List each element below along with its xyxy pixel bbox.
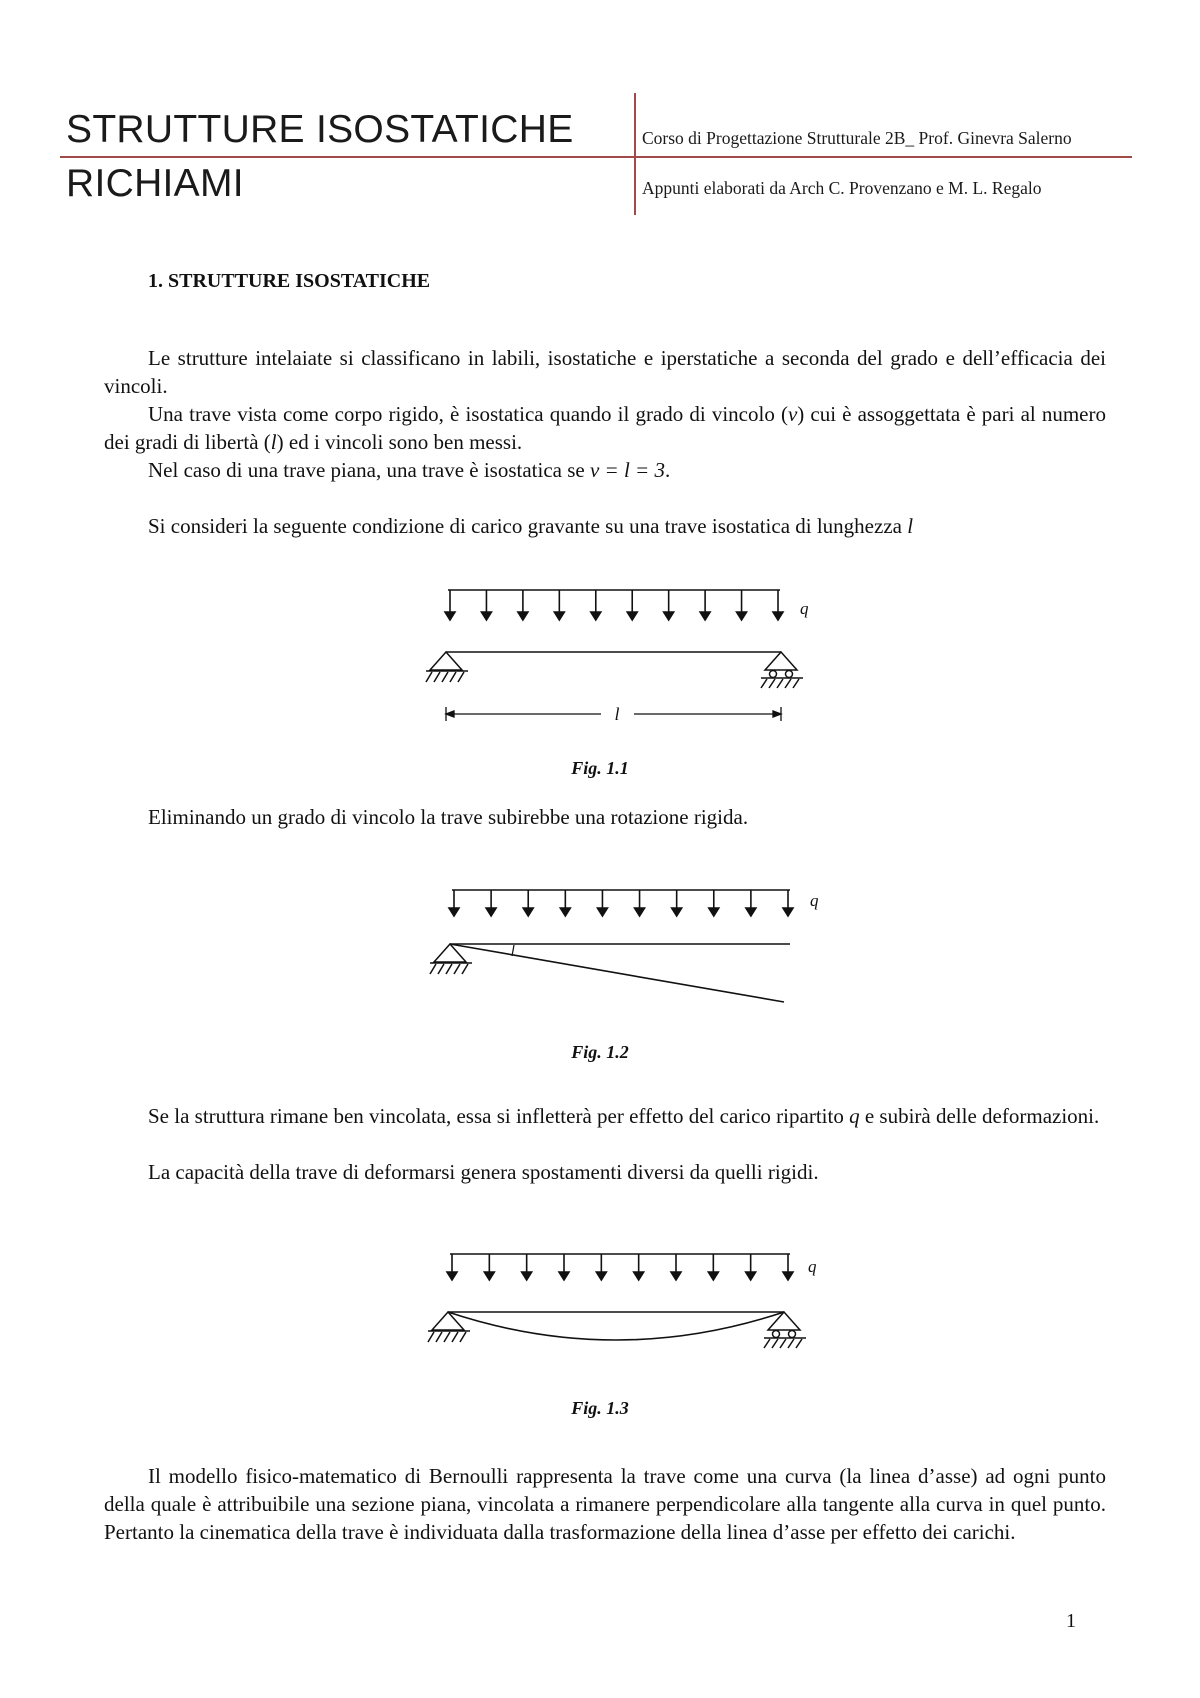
load-arrow-head: [672, 908, 682, 916]
load-label-q: q: [808, 1257, 817, 1276]
paragraph-2-text-b: ) cui è assoggettata è pari al numero dei gradi di libertà (: [104, 402, 1106, 454]
load-arrow-head: [664, 612, 674, 620]
load-arrow-head: [746, 908, 756, 916]
pin-support-left: [430, 944, 472, 974]
distributed-load-arrows: [447, 1254, 793, 1280]
figure-1-2-rigid-rotation: [428, 872, 834, 1020]
symbol-l: l: [270, 430, 277, 454]
paragraph-2-text-c: ) ed i vincoli sono ben messi.: [276, 430, 523, 454]
load-arrow-head: [596, 1272, 606, 1280]
beam-deflected-curve: [448, 1312, 784, 1340]
load-arrow-head: [559, 1272, 569, 1280]
distributed-load-arrows: [449, 890, 793, 916]
roller-support-right: [761, 652, 803, 688]
load-arrow-head: [746, 1272, 756, 1280]
paragraph-8-text: Il modello fisico-matematico di Bernoulli rappresenta la trave come una curva (la linea d’asse) ad ogni punto della quale è attribuibile una sezione piana, vincolata a rimanere perpendicolare alla tangente alla curva in quel punto. Pertanto la cinematica della trave è individuata dalla trasformazione della linea d’asse per effetto dei carichi.: [104, 1464, 1106, 1544]
paragraph-6: [104, 1102, 1106, 1130]
load-arrow-head: [445, 612, 455, 620]
length-label-l: l: [614, 704, 620, 724]
header-divider-vertical: [634, 93, 636, 215]
figure-1-1-simply-supported-beam: [424, 572, 830, 734]
load-arrow-head: [560, 908, 570, 916]
paragraph-7-text: La capacità della trave di deformarsi genera spostamenti diversi da quelli rigidi.: [148, 1160, 819, 1184]
load-arrow-head: [773, 612, 783, 620]
load-arrow-head: [591, 612, 601, 620]
load-arrow-head: [447, 1272, 457, 1280]
paragraph-1: [104, 344, 1106, 400]
load-arrow-head: [523, 908, 533, 916]
figure-1-3-deflected-beam: [424, 1240, 834, 1380]
load-arrow-head: [783, 1272, 793, 1280]
load-label-q: q: [810, 891, 819, 910]
load-arrow-head: [518, 612, 528, 620]
load-arrow-head: [709, 908, 719, 916]
roller-support-right: [764, 1312, 806, 1348]
load-arrow-head: [486, 908, 496, 916]
paragraph-5: [104, 803, 1106, 831]
load-arrow-head: [700, 612, 710, 620]
load-arrow-head: [449, 908, 459, 916]
beam-rotated-position: [450, 944, 784, 1002]
load-arrow-head: [522, 1272, 532, 1280]
paragraph-7: [104, 1158, 1106, 1186]
page-number: 1: [1066, 1610, 1076, 1632]
symbol-v: v: [787, 402, 798, 426]
load-arrow-head: [737, 612, 747, 620]
paragraph-5-text: Eliminando un grado di vincolo la trave subirebbe una rotazione rigida.: [148, 805, 749, 829]
paragraph-6-text-b: e subirà delle deformazioni.: [859, 1104, 1100, 1128]
load-arrow-head: [554, 612, 564, 620]
load-arrow-head: [635, 908, 645, 916]
caption-fig-1-3: Fig. 1.3: [571, 1398, 629, 1418]
paragraph-2-text-a: Una trave vista come corpo rigido, è isostatica quando il grado di vincolo (: [148, 402, 788, 426]
load-arrow-head: [634, 1272, 644, 1280]
isostatic-equation: v = l = 3: [589, 458, 665, 482]
header-title-line1: STRUTTURE ISOSTATICHE: [66, 108, 574, 151]
load-arrow-head: [484, 1272, 494, 1280]
header-title-line2: RICHIAMI: [66, 162, 244, 205]
paragraph-3-text-b: .: [664, 458, 671, 482]
paragraph-4-text: Si consideri la seguente condizione di carico gravante su una trave isostatica di lunghezza: [148, 514, 908, 538]
paragraph-1-text: Le strutture intelaiate si classificano in labili, isostatiche e iperstatiche a seconda del grado e dell’efficacia dei vincoli.: [104, 346, 1106, 398]
header-course: Corso di Progettazione Strutturale 2B_ Prof. Ginevra Salerno: [642, 128, 1072, 148]
load-arrow-head: [671, 1272, 681, 1280]
caption-fig-1-2: Fig. 1.2: [571, 1042, 629, 1062]
load-arrow-head: [597, 908, 607, 916]
pin-support-left: [426, 652, 468, 682]
symbol-l-length: l: [907, 514, 914, 538]
load-arrow-head: [627, 612, 637, 620]
load-arrow-head: [481, 612, 491, 620]
section-title: 1. STRUTTURE ISOSTATICHE: [148, 270, 431, 292]
paragraph-4: [104, 512, 1106, 540]
paragraph-2: [104, 400, 1106, 456]
paragraph-8: [104, 1462, 1106, 1546]
load-label-q: q: [800, 599, 809, 618]
caption-fig-1-1: Fig. 1.1: [571, 758, 629, 778]
header-notes: Appunti elaborati da Arch C. Provenzano e M. L. Regalo: [642, 178, 1042, 198]
distributed-load-arrows: [445, 590, 783, 620]
paragraph-3: [104, 456, 1106, 484]
paragraph-3-text-a: Nel caso di una trave piana, una trave è isostatica se: [148, 458, 590, 482]
load-arrow-head: [708, 1272, 718, 1280]
paragraph-6-text-a: Se la struttura rimane ben vincolata, essa si infletterà per effetto del carico ripartito: [148, 1104, 850, 1128]
header-divider-horizontal: [60, 156, 1132, 158]
load-arrow-head: [783, 908, 793, 916]
symbol-q: q: [849, 1104, 860, 1128]
